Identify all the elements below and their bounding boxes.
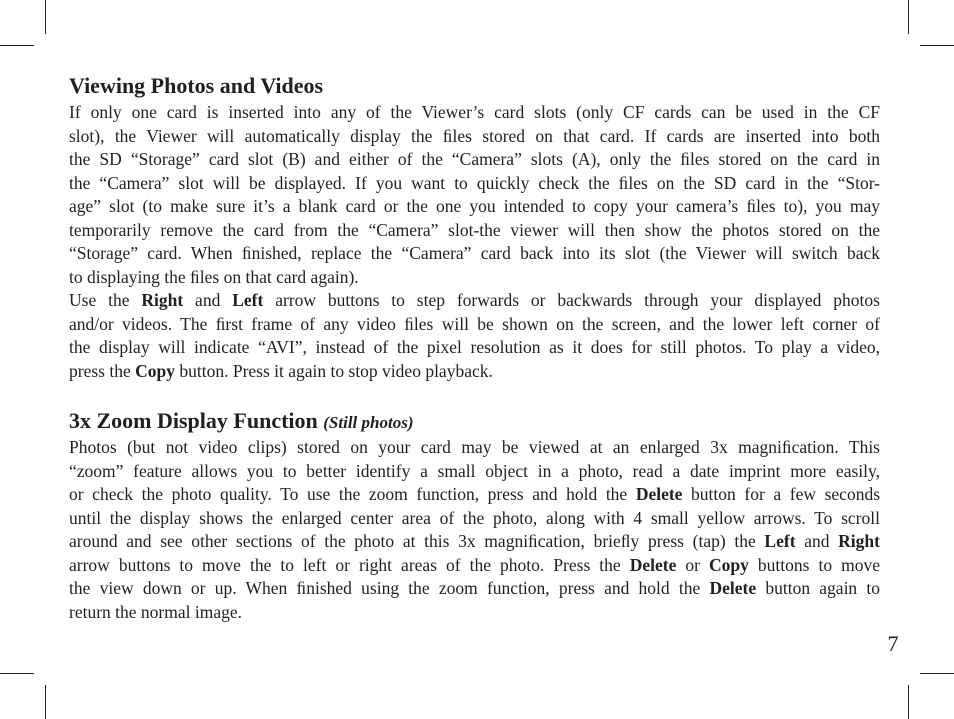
text-line — [69, 360, 880, 384]
text-line: the “Camera” slot will be displayed. If you want to quickly check the ﬁles on the SD card in the “Stor- — [69, 172, 880, 193]
crop-mark-bottom-left-horizontal — [0, 673, 34, 674]
text-line: until the display shows the enlarged center area of the photo, along with 4 small yellow arrows. To scroll — [69, 507, 880, 528]
text-run: and — [183, 290, 233, 310]
copy-button-label: Copy — [709, 554, 749, 575]
viewing-paragraph-1 — [69, 101, 880, 289]
text-run: or check the photo quality. To use the zoom function, press and hold the — [69, 484, 636, 504]
zoom-title-text: 3x Zoom Display Function — [69, 408, 324, 433]
right-button-label: Right — [838, 531, 880, 551]
text-run: press the — [69, 360, 136, 381]
crop-mark-top-right-vertical — [908, 0, 909, 34]
section-title-zoom — [69, 406, 880, 436]
text-line — [69, 554, 880, 578]
text-run: button for a few seconds — [682, 484, 880, 504]
text-line: to displaying the ﬁles on that card again). — [69, 266, 359, 287]
left-button-label: Left — [232, 290, 264, 310]
crop-mark-top-left-vertical — [45, 0, 46, 34]
crop-mark-bottom-right-horizontal — [920, 673, 954, 674]
right-button-label: Right — [141, 290, 184, 310]
text-line: the display will indicate “AVI”, instead of the pixel resolution as it does for still photos. To play a video, — [69, 337, 880, 357]
text-line: If only one card is inserted into any of the Viewer’s card slots (only CF cards can be used in the CF — [69, 102, 880, 122]
text-line: slot), the Viewer will automatically display the ﬁles stored on that card. If cards are inserted into both — [69, 125, 880, 146]
section-spacer — [69, 383, 880, 406]
text-line: Photos (but not video clips) stored on your card may be viewed at an enlarged 3x magniﬁcation. This — [69, 437, 880, 457]
delete-button-label: Delete — [635, 484, 683, 504]
text-line: “zoom” feature allows you to better identify a small object in a photo, read a date imprint more easily, — [69, 460, 880, 481]
section-title-viewing: Viewing Photos and Videos — [69, 73, 324, 98]
delete-button-label: Delete — [629, 554, 677, 575]
text-line — [69, 289, 880, 313]
text-run: buttons to move — [748, 554, 880, 575]
zoom-title-subtitle: (Still photos) — [323, 413, 414, 432]
text-line: the SD “Storage” card slot (B) and either of the “Camera” slots (A), only the ﬁles stored on the card in — [69, 149, 880, 169]
delete-button-label: Delete — [709, 578, 757, 598]
text-run: button again to — [756, 578, 881, 598]
viewing-paragraph-2 — [69, 289, 880, 383]
text-run: the view down or up. When ﬁnished using the zoom function, press and hold the — [69, 578, 710, 598]
text-line — [69, 483, 880, 507]
text-run: button. Press it again to stop video playback. — [174, 360, 493, 381]
text-run: and — [795, 531, 839, 551]
text-line — [69, 530, 880, 554]
crop-mark-top-right-horizontal — [920, 45, 954, 46]
page-number: 7 — [887, 631, 899, 656]
text-line: and/or videos. The ﬁrst frame of any video ﬁles will be shown on the screen, and the lower left corner of — [69, 313, 880, 334]
copy-button-label: Copy — [135, 360, 175, 381]
text-line: “Storage” card. When ﬁnished, replace the “Camera” card back into its slot (the Viewer will switch back — [69, 243, 880, 263]
crop-mark-bottom-left-vertical — [45, 685, 46, 719]
text-line: temporarily remove the card from the “Camera” slot-the viewer will then show the photos stored on the — [69, 219, 880, 240]
text-line: age” slot (to make sure it’s a blank card or the one you intended to copy your camera’s ﬁles to), you may — [69, 196, 880, 216]
left-button-label: Left — [764, 531, 796, 551]
text-run: Use the — [69, 290, 142, 310]
zoom-paragraph — [69, 436, 880, 624]
text-run: arrow buttons to step forwards or backwards through your displayed photos — [263, 290, 880, 310]
text-line — [69, 577, 880, 601]
page-content — [69, 71, 880, 624]
text-run: arrow buttons to move the to left or right areas of the photo. Press the — [69, 554, 630, 575]
text-run: around and see other sections of the photo at this 3x magniﬁcation, brieﬂy press (tap) the — [69, 531, 765, 551]
crop-mark-top-left-horizontal — [0, 45, 34, 46]
text-run: or — [676, 554, 709, 575]
text-line: return the normal image. — [69, 601, 242, 622]
crop-mark-bottom-right-vertical — [908, 685, 909, 719]
